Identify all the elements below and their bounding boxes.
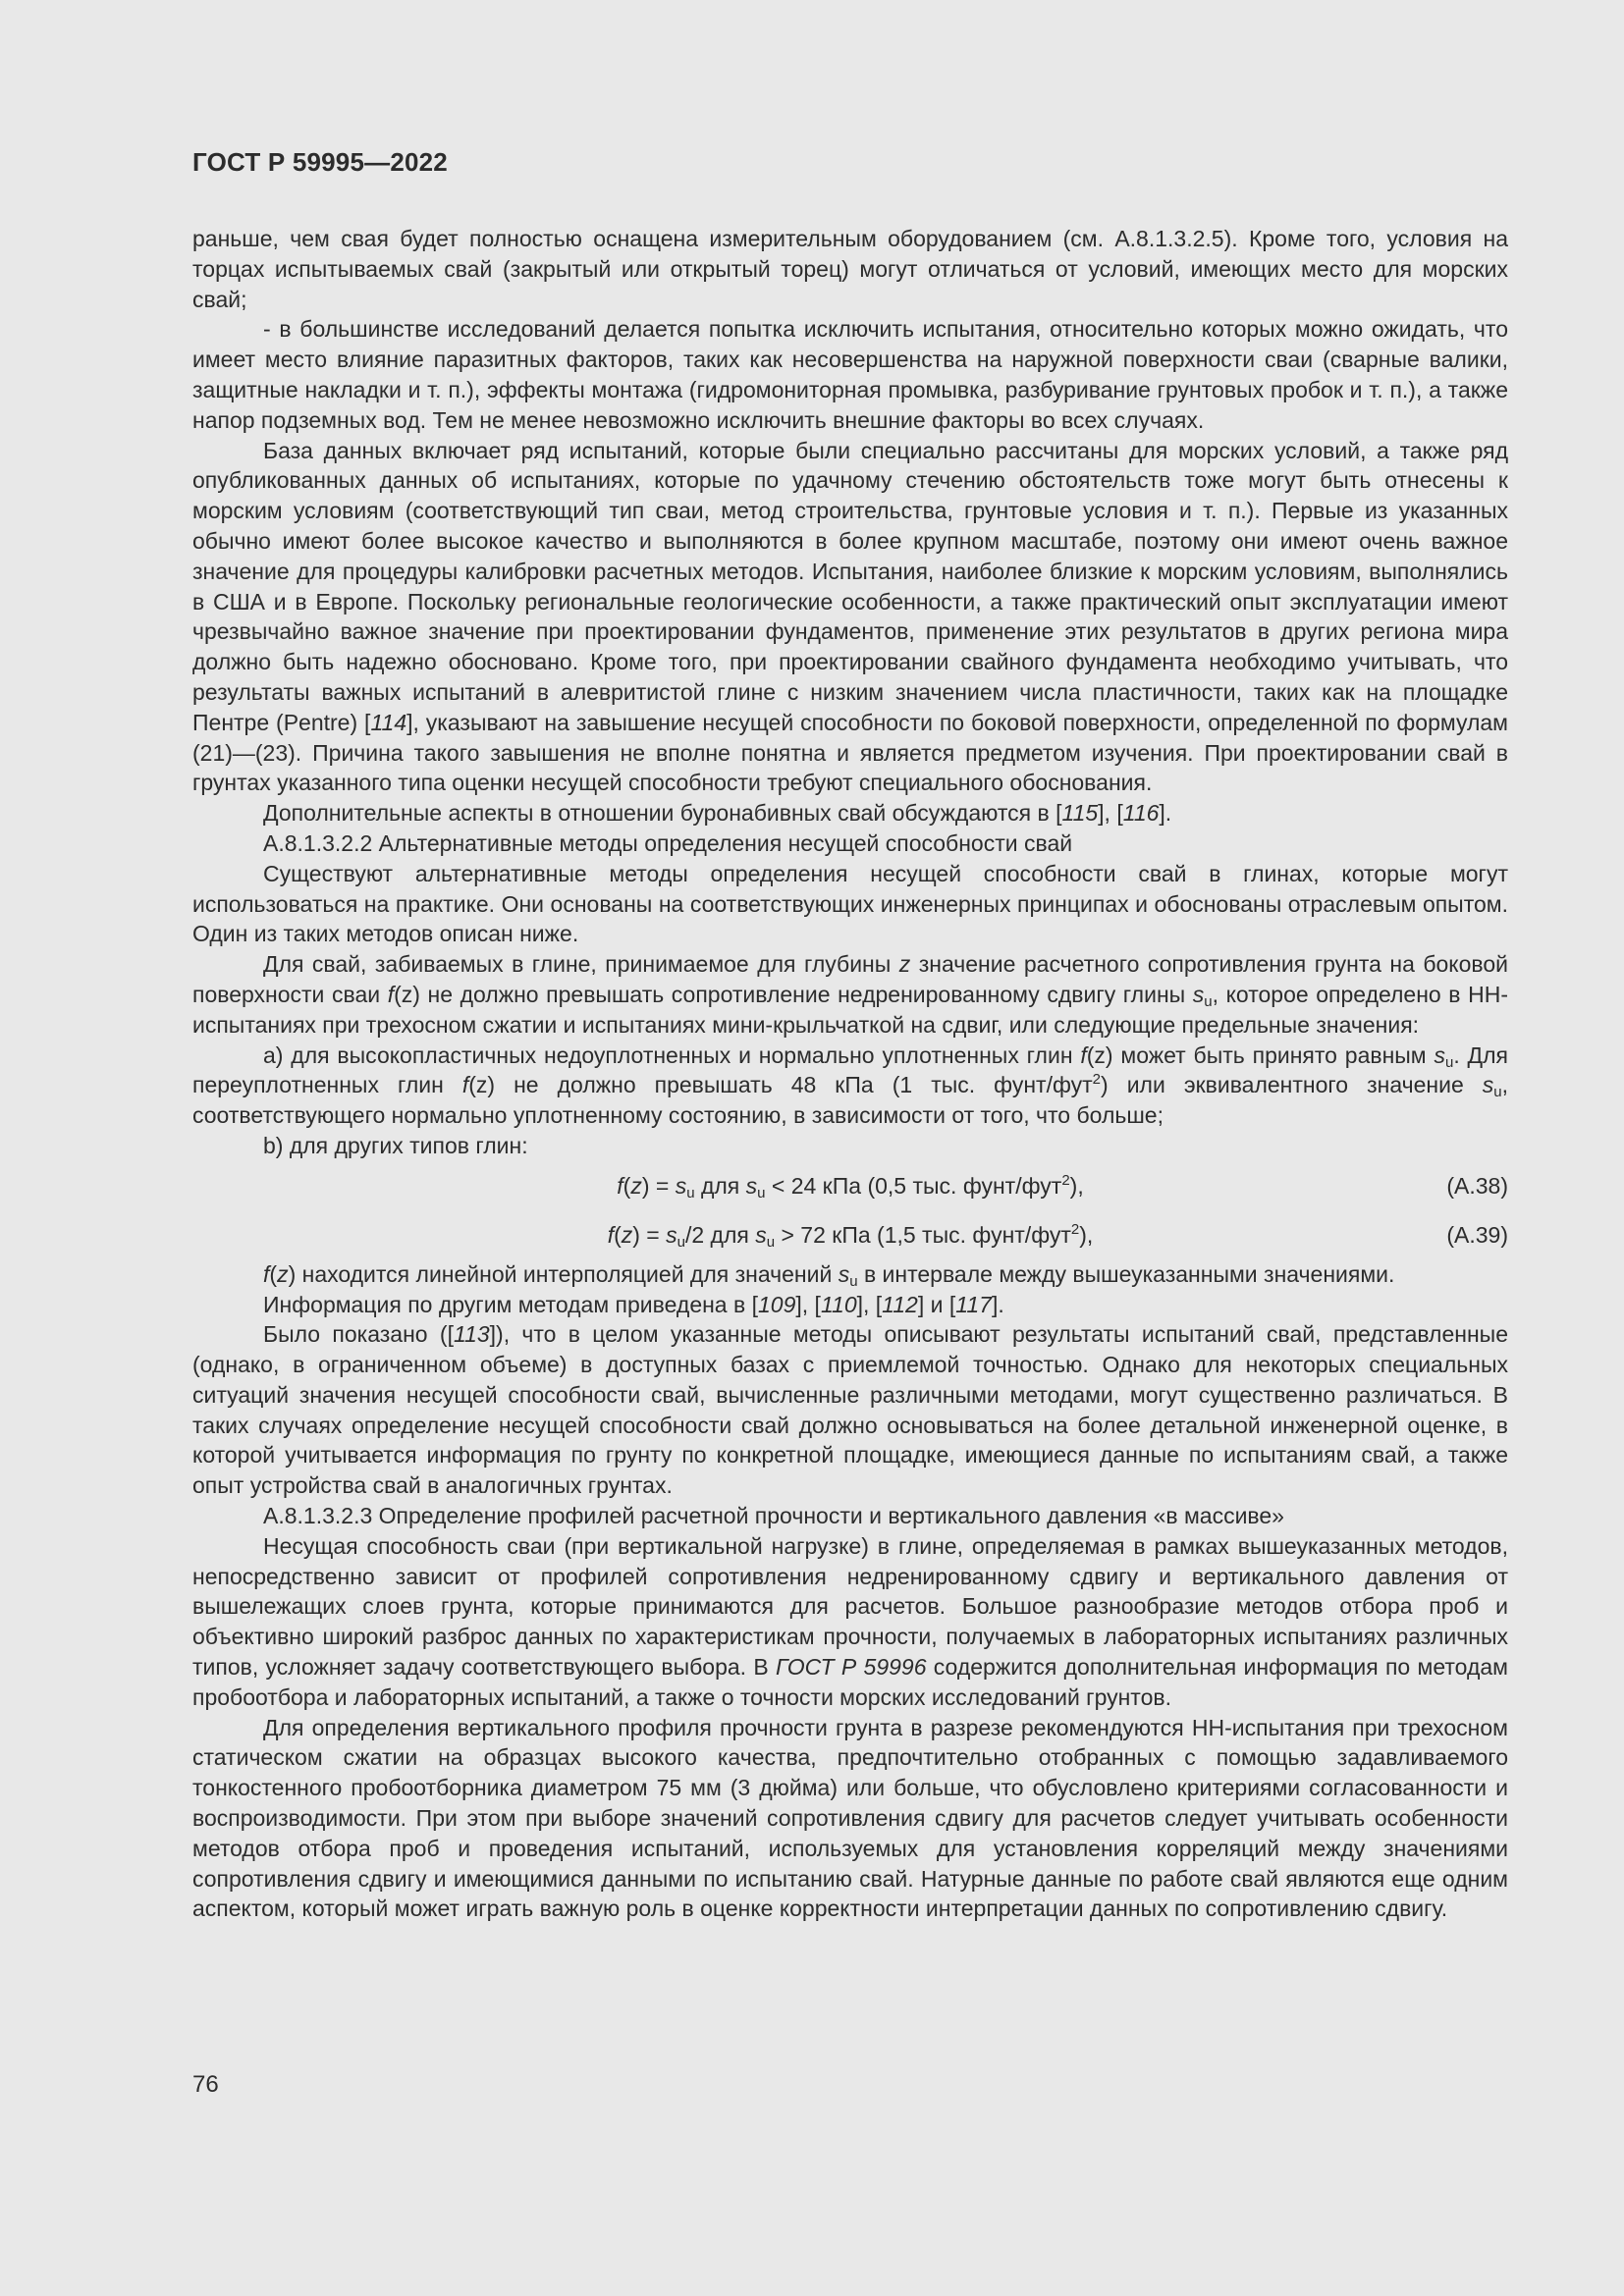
equation-a39 (192, 1210, 1508, 1259)
variable: s (1434, 1041, 1445, 1068)
text-run: а) для высокопластичных недоуплотненных и нормально уплотненных глин (263, 1041, 1081, 1068)
list-item (192, 1041, 1508, 1131)
subscript: u (1444, 1053, 1454, 1071)
subscript: u (677, 1233, 685, 1251)
reference: 116 (1122, 800, 1160, 827)
equation-number: (А.39) (1446, 1221, 1508, 1248)
text-run: Дополнительные аспекты в отношении буронабивных свай обсуждаются в [ (263, 800, 1062, 827)
variable: z (630, 1172, 642, 1199)
variable: z (621, 1221, 633, 1248)
text-run: для (694, 1172, 746, 1199)
variable: f (617, 1172, 623, 1199)
paragraph (192, 1531, 1508, 1713)
subscript: u (849, 1272, 858, 1290)
variable: s (1482, 1072, 1494, 1098)
section-heading: А.8.1.3.2.3 Определение профилей расчетной прочности и вертикального давления «в массиве» (263, 1503, 1284, 1529)
paragraph (192, 1290, 1508, 1320)
variable: s (1192, 981, 1205, 1007)
variable: s (755, 1221, 767, 1248)
text-run: ]), что в целом указанные методы описывают результаты испытаний свай, представленные (однако, в ограниченном объеме) в доступных базах с приемлемой точностью. Однако для некоторых специальных ситуаций значения несущей способности свай, вычисленные различными методами, могут существенно различаться. В таких случаях определение несущей способности свай должно основываться на более детальной инженерной оценке, в которой учитывается информация по грунту по конкретной площадке, имеющиеся данные по испытаниям свай, а также опыт устройства свай в аналогичных грунтах. (192, 1321, 1508, 1499)
text-run: ], [ (795, 1291, 821, 1317)
variable: f (461, 1072, 469, 1098)
text-run: Для свай, забиваемых в глине, принимаемое для глубины (263, 951, 899, 978)
text-run: , соответствующего нормально уплотненному состоянию, в зависимости от того, что больше; (192, 1072, 1508, 1129)
text-run: ) находится линейной интерполяцией для значений (288, 1260, 839, 1287)
text-run: (z) не должно превышать 48 кПа (1 тыс. фунт/фут (468, 1072, 1093, 1098)
text-run: ) = (641, 1172, 676, 1199)
paragraph (192, 949, 1508, 1040)
equation-number: (А.38) (1446, 1172, 1508, 1199)
subscript: u (686, 1184, 695, 1201)
superscript: 2 (1092, 1071, 1102, 1089)
text-run: ], [ (1098, 800, 1123, 827)
text-run: . Для переуплотненных глин (192, 1041, 1508, 1098)
subscript: u (1493, 1084, 1502, 1101)
text-run: (z) не должно превышать сопротивление недренированному сдвигу глины (394, 981, 1193, 1007)
variable: s (745, 1172, 758, 1199)
equation-formula (192, 1210, 1508, 1259)
text-run: > 72 кПа (1,5 тыс. фунт/фут (775, 1221, 1071, 1248)
paragraph (192, 1259, 1508, 1290)
subscript: u (757, 1184, 766, 1201)
variable: s (666, 1221, 677, 1248)
text-run: (z) может быть принято равным (1086, 1041, 1435, 1068)
text-run: ) = (632, 1221, 667, 1248)
text-run: ), (1069, 1172, 1084, 1199)
text-run: содержится дополнительная информация по методам пробоотбора и лабораторных испытаний, а также о точности морских исследований грунтов. (192, 1654, 1508, 1710)
reference: 112 (882, 1291, 918, 1317)
text-run: Было показано ([ (263, 1321, 454, 1348)
paragraph: Существуют альтернативные методы определения несущей способности свай в глинах, которые могут использоваться на практике. Они основаны на соответствующих инженерных принципах и обоснованы отраслевым опытом. Один из таких методов описан ниже. (192, 860, 1508, 947)
text-run: ), (1079, 1221, 1094, 1248)
standard-reference: ГОСТ Р 59996 (776, 1654, 927, 1681)
text-run: Информация по другим методам приведена в [ (263, 1291, 758, 1317)
superscript: 2 (1070, 1220, 1080, 1238)
text-run: ] и [ (917, 1291, 956, 1317)
text-run: Несущая способность сваи (при вертикальной нагрузке) в глине, определяемая в рамках вышеуказанных методов, непосредственно зависит от профилей сопротивления недренированному сдвигу и вертикального давления от вышележащих слоев грунта, которые принимаются для расчетов. Большое разнообразие методов отбора проб и объективно широкий разброс данных по характеристикам прочности, получаемых в лабораторных испытаниях различных типов, усложняет задачу соответствующего выбора. В (192, 1532, 1508, 1681)
reference: 117 (955, 1291, 992, 1317)
variable: f (1080, 1041, 1087, 1068)
variable: f (263, 1260, 270, 1287)
standard-header: ГОСТ Р 59995—2022 (192, 147, 448, 177)
list-item: b) для других типов глин: (263, 1132, 528, 1158)
text-run: < 24 кПа (0,5 тыс. фунт/фут (765, 1172, 1062, 1199)
text-run: ( (623, 1172, 631, 1199)
reference: 113 (453, 1321, 490, 1348)
paragraph: Для определения вертикального профиля прочности грунта в разрезе рекомендуются НН-испытания при трехосном статическом сжатии на образцах высокого качества, предпочтительно отобранных с помощью задавливаемого тонкостенного пробоотборника диаметром 75 мм (3 дюйма) или больше, что обусловлено критериями согласованности и воспроизводимости. При этом при выборе значений сопротивления сдвигу для расчетов следует учитывать особенности методов отбора проб и проведения испытаний, используемых для установления корреляций между значениями сопротивления сдвигу и имеющимися данными по испытанию свай. Натурные данные по работе свай являются еще одним аспектом, который может играть важную роль в оценке корректности интерпретации данных по сопротивлению сдвигу. (192, 1714, 1508, 1922)
text-run: ( (614, 1221, 622, 1248)
variable: s (675, 1172, 687, 1199)
text-run: ) или эквивалентного значение (1101, 1072, 1483, 1098)
variable: f (387, 981, 395, 1007)
page-number: 76 (192, 2071, 219, 2098)
text-run: /2 для (684, 1221, 756, 1248)
equation-formula (192, 1161, 1508, 1210)
text-run: ], [ (856, 1291, 883, 1317)
variable: z (898, 951, 911, 978)
text-run: , которое определено в НН-испытаниях при трехосном сжатии и испытаниях мини-крыльчаткой на сдвиг, или следующие предельные значения: (192, 981, 1508, 1038)
text-run: ]. (1159, 800, 1172, 827)
reference: 114 (370, 709, 407, 735)
paragraph (192, 798, 1508, 828)
paragraph (192, 436, 1508, 799)
reference: 109 (758, 1291, 796, 1317)
text-run: ]. (991, 1291, 1004, 1317)
reference: 115 (1061, 800, 1099, 827)
variable: s (838, 1260, 850, 1287)
equation-a38 (192, 1161, 1508, 1210)
text-run: ], указывают на завышение несущей способности по боковой поверхности, определенной по формулам (21)—(23). Причина такого завышения не вполне понятна и является предметом изучения. При проектировании свай в грунтах указанного типа оценки несущей способности требуют специального обоснования. (192, 709, 1508, 796)
text-run: в интервале между вышеуказанными значениями. (857, 1260, 1395, 1287)
list-item: - в большинстве исследований делается попытка исключить испытания, относительно которых можно ожидать, что имеет место влияние паразитных факторов, таких как несовершенства на наружной поверхности сваи (сварные валики, защитные накладки и т. п.), эффекты монтажа (гидромониторная промывка, разбуривание грунтовых пробок и т. п.), а также напор подземных вод. Тем не менее невозможно исключить внешние факторы во всех случаях. (192, 316, 1508, 433)
variable: f (607, 1221, 615, 1248)
reference: 110 (820, 1291, 857, 1317)
section-heading: А.8.1.3.2.2 Альтернативные методы определения несущей способности свай (263, 829, 1073, 856)
text-run: ( (269, 1260, 278, 1287)
subscript: u (1204, 992, 1213, 1010)
body-text (192, 224, 1508, 1924)
text-run: значение расчетного сопротивления грунта на боковой поверхности сваи (192, 951, 1509, 1007)
paragraph (192, 1319, 1508, 1501)
text-run: База данных включает ряд испытаний, которые были специально рассчитаны для морских условий, а также ряд опубликованных данных об испытаниях, которые по удачному стечению обстоятельств тоже могут быть отнесены к морским условиям (соответствующий тип сваи, метод строительства, грунтовые условия и т. п.). Первые из указанных обычно имеют более высокое качество и выполняются в более крупном масштабе, поэтому они имеют очень важное значение для процедуры калибровки расчетных методов. Испытания, наиболее близкие к морским условиям, выполнялись в США и в Европе. Поскольку региональные геологические особенности, а также практический опыт эксплуатации имеют чрезвычайно важное значение при проектировании фундаментов, применение этих результатов в других региона мира должно быть надежно обосновано. Кроме того, при проектировании свайного фундамента необходимо учитывать, что результаты важных испытаний в алевритистой глине с низким значением числа пластичности, таких как на площадке Пентре (Pentre) [ (192, 437, 1508, 735)
subscript: u (766, 1233, 776, 1251)
variable: z (277, 1260, 289, 1287)
superscript: 2 (1061, 1171, 1070, 1189)
paragraph: раньше, чем свая будет полностью оснащена измерительным оборудованием (см. А.8.1.3.2.5). Кроме того, условия на торцах испытываемых свай (закрытый или открытый торец) могут отличаться от условий, имеющих место для морских свай; (192, 226, 1508, 312)
